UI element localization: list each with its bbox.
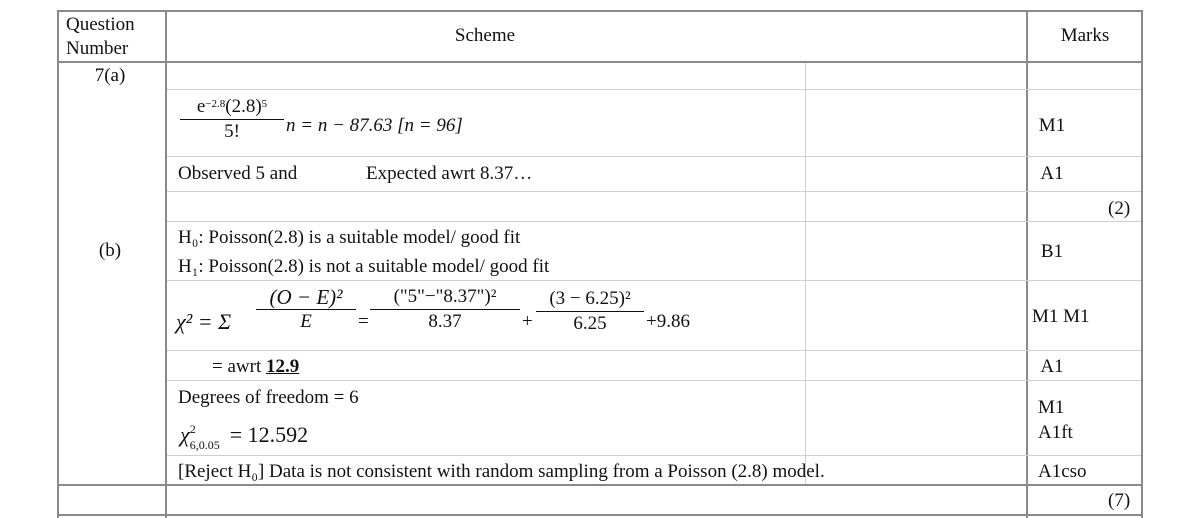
row-line [57, 484, 1143, 486]
inner-column-divider [805, 63, 806, 484]
header-marks: Marks [1060, 25, 1110, 46]
row-line [167, 156, 1141, 157]
part-a-label: 7(a) [94, 65, 126, 86]
row-line [167, 221, 1141, 222]
mark-b-b1: B1 [1040, 241, 1064, 262]
part-a-total: (2) [1108, 198, 1131, 219]
conclusion: [Reject H₀] Data is not consistent with random sampling from a Poisson (2.8) model. [178, 461, 825, 482]
degrees-of-freedom: Degrees of freedom = 6 [178, 387, 359, 408]
expected-text: Expected awrt 8.37… [366, 163, 533, 184]
mark-b-a1ft: A1ft [1038, 422, 1073, 443]
null-hypothesis: H₀: Poisson(2.8) is a suitable model/ good fit [178, 227, 521, 248]
row-line [167, 280, 1141, 281]
part-b-label: (b) [98, 240, 122, 261]
mark-b-a1cso: A1cso [1038, 461, 1087, 482]
marks-column-divider [1026, 10, 1028, 518]
poisson-equation-rest: n = n − 87.63 [n = 96] [286, 115, 463, 136]
awrt-value: 12.9 [265, 356, 300, 377]
critical-value: χ 2 6,0.05 = 12.592 [180, 422, 309, 452]
left-border [57, 10, 59, 518]
row-line [167, 350, 1141, 351]
row-line [167, 380, 1141, 381]
awrt-result: = awrt 12.9 [212, 356, 300, 377]
mark-b-m1m1: M1 M1 [1032, 306, 1090, 327]
question-column-divider [165, 10, 167, 518]
header-separator [57, 61, 1143, 63]
chi-tail: +9.86 [646, 311, 690, 332]
part-b-total: (7) [1108, 490, 1131, 511]
equals-sign: = [358, 311, 369, 332]
header-question: Question Number [66, 14, 135, 59]
mark-b-m1-dof: M1 [1038, 397, 1065, 418]
poisson-fraction: $e^{-2.8}(2.8)^5$ 5! [180, 96, 284, 143]
chi-fraction-first: ("5"−"8.37")² 8.37 [370, 286, 520, 333]
row-line [167, 455, 1141, 456]
table-border-top [57, 10, 1143, 12]
right-border [1141, 10, 1143, 518]
mark-a-m1: M1 [1038, 115, 1066, 136]
mark-b-a1: A1 [1040, 356, 1064, 377]
header-scheme: Scheme [454, 25, 516, 46]
alt-hypothesis: H₁: Poisson(2.8) is not a suitable model/ good fit [178, 256, 550, 277]
chi-square-lhs: χ² = Σ [176, 309, 232, 334]
chi-fraction-second: (3 − 6.25)² 6.25 [536, 288, 644, 335]
table-border-bottom [57, 514, 1143, 516]
chi-fraction-general: (O − E)² E [256, 286, 356, 333]
observed-text: Observed 5 and [178, 163, 298, 184]
row-line [167, 191, 1141, 192]
row-line [167, 89, 1141, 90]
mark-a-a1: A1 [1040, 163, 1064, 184]
plus-sign: + [522, 311, 533, 332]
